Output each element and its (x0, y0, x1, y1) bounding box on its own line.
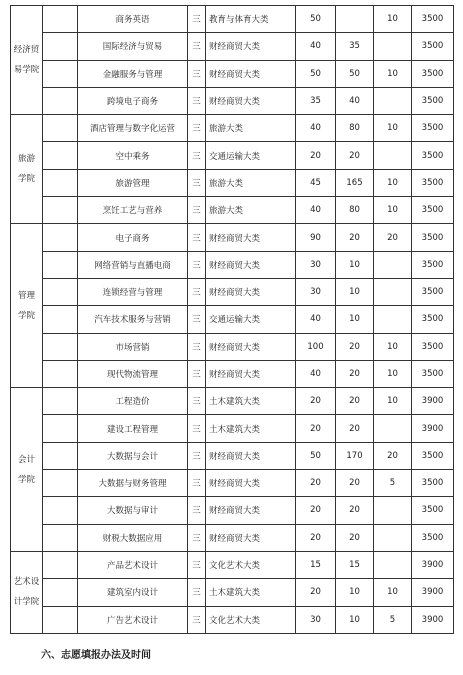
quota-c-cell: 10 (374, 6, 412, 33)
quota-a-cell: 20 (296, 524, 336, 551)
fee-cell: 3900 (412, 415, 454, 442)
education-level-cell: 三 (188, 606, 206, 633)
college-cell (11, 551, 43, 633)
quota-c-cell (374, 142, 412, 169)
code-cell (43, 360, 78, 387)
category-cell: 旅游大类 (206, 197, 296, 224)
quota-a-cell: 100 (296, 333, 336, 360)
education-level-cell: 三 (188, 470, 206, 497)
table-row (11, 60, 454, 87)
quota-c-cell (374, 33, 412, 60)
quota-b-cell: 15 (336, 551, 374, 578)
fee-cell: 3500 (412, 333, 454, 360)
quota-b-cell: 10 (336, 251, 374, 278)
quota-a-cell: 40 (296, 33, 336, 60)
table-row (11, 497, 454, 524)
education-level-cell: 三 (188, 551, 206, 578)
quota-b-cell: 80 (336, 197, 374, 224)
major-cell: 跨境电子商务 (78, 87, 188, 114)
code-cell (43, 251, 78, 278)
quota-c-cell: 10 (374, 388, 412, 415)
quota-c-cell (374, 551, 412, 578)
education-level-cell: 三 (188, 524, 206, 551)
quota-a-cell: 20 (296, 142, 336, 169)
table-row (11, 142, 454, 169)
quota-a-cell: 40 (296, 197, 336, 224)
category-cell: 财经商贸大类 (206, 224, 296, 251)
table-row (11, 306, 454, 333)
quota-b-cell: 20 (336, 415, 374, 442)
college-cell (11, 388, 43, 552)
quota-a-cell: 15 (296, 551, 336, 578)
fee-cell: 3500 (412, 470, 454, 497)
major-cell: 产品艺术设计 (78, 551, 188, 578)
category-cell: 土木建筑大类 (206, 415, 296, 442)
education-level-cell: 三 (188, 333, 206, 360)
fee-cell: 3500 (412, 442, 454, 469)
quota-b-cell: 50 (336, 60, 374, 87)
code-cell (43, 33, 78, 60)
quota-b-cell: 40 (336, 87, 374, 114)
quota-a-cell: 45 (296, 169, 336, 196)
code-cell (43, 6, 78, 33)
education-level-cell: 三 (188, 388, 206, 415)
education-level-cell: 三 (188, 360, 206, 387)
code-cell (43, 388, 78, 415)
quota-a-cell: 50 (296, 442, 336, 469)
table-row (11, 524, 454, 551)
college-name-line: 计学院 (13, 597, 40, 608)
quota-b-cell: 170 (336, 442, 374, 469)
quota-b-cell: 20 (336, 333, 374, 360)
category-cell: 教育与体育大类 (206, 6, 296, 33)
category-cell: 财经商贸大类 (206, 60, 296, 87)
major-cell: 旅游管理 (78, 169, 188, 196)
major-cell: 大数据与会计 (78, 442, 188, 469)
fee-cell: 3500 (412, 6, 454, 33)
quota-b-cell: 80 (336, 115, 374, 142)
quota-c-cell (374, 306, 412, 333)
table-row (11, 442, 454, 469)
quota-b-cell: 20 (336, 142, 374, 169)
college-name-line: 学院 (17, 474, 35, 485)
quota-c-cell (374, 251, 412, 278)
quota-c-cell: 5 (374, 606, 412, 633)
code-cell (43, 306, 78, 333)
college-name-line: 经济贸 (13, 45, 40, 56)
quota-a-cell: 50 (296, 60, 336, 87)
table-row (11, 6, 454, 33)
quota-a-cell: 40 (296, 115, 336, 142)
major-cell: 市场营销 (78, 333, 188, 360)
education-level-cell: 三 (188, 251, 206, 278)
quota-c-cell (374, 87, 412, 114)
table-row (11, 251, 454, 278)
college-name-line: 学院 (17, 174, 35, 185)
table-row (11, 360, 454, 387)
fee-cell: 3500 (412, 524, 454, 551)
code-cell (43, 579, 78, 606)
college-cell (11, 6, 43, 115)
category-cell: 交通运输大类 (206, 142, 296, 169)
code-cell (43, 497, 78, 524)
fee-cell: 3500 (412, 306, 454, 333)
quota-c-cell: 10 (374, 115, 412, 142)
code-cell (43, 115, 78, 142)
education-level-cell: 三 (188, 169, 206, 196)
fee-cell: 3500 (412, 142, 454, 169)
quota-b-cell: 165 (336, 169, 374, 196)
category-cell: 财经商贸大类 (206, 442, 296, 469)
quota-a-cell: 50 (296, 6, 336, 33)
category-cell: 旅游大类 (206, 115, 296, 142)
major-cell: 建设工程管理 (78, 415, 188, 442)
education-level-cell: 三 (188, 415, 206, 442)
college-name-line: 旅游 (17, 154, 35, 165)
quota-b-cell: 10 (336, 306, 374, 333)
category-cell: 交通运输大类 (206, 306, 296, 333)
education-level-cell: 三 (188, 579, 206, 606)
category-cell: 财经商贸大类 (206, 360, 296, 387)
table-row (11, 224, 454, 251)
major-cell: 烹饪工艺与营养 (78, 197, 188, 224)
code-cell (43, 278, 78, 305)
education-level-cell: 三 (188, 33, 206, 60)
quota-a-cell: 30 (296, 278, 336, 305)
quota-a-cell: 40 (296, 360, 336, 387)
quota-c-cell: 10 (374, 360, 412, 387)
table-body (11, 6, 454, 634)
category-cell: 财经商贸大类 (206, 278, 296, 305)
table-row (11, 115, 454, 142)
major-cell: 电子商务 (78, 224, 188, 251)
college-name-line: 会计 (17, 454, 35, 465)
fee-cell: 3500 (412, 87, 454, 114)
education-level-cell: 三 (188, 6, 206, 33)
table-row (11, 87, 454, 114)
quota-c-cell: 10 (374, 197, 412, 224)
education-level-cell: 三 (188, 197, 206, 224)
fee-cell: 3500 (412, 497, 454, 524)
major-cell: 网络营销与直播电商 (78, 251, 188, 278)
major-cell: 酒店管理与数字化运营 (78, 115, 188, 142)
section-heading: 六、志愿填报办法及时间 (41, 650, 151, 661)
table-row (11, 278, 454, 305)
quota-c-cell: 10 (374, 579, 412, 606)
education-level-cell: 三 (188, 60, 206, 87)
fee-cell: 3500 (412, 224, 454, 251)
fee-cell: 3500 (412, 33, 454, 60)
quota-c-cell: 10 (374, 333, 412, 360)
quota-c-cell: 10 (374, 60, 412, 87)
quota-a-cell: 90 (296, 224, 336, 251)
category-cell: 文化艺术大类 (206, 606, 296, 633)
quota-a-cell: 30 (296, 251, 336, 278)
major-cell: 金融服务与管理 (78, 60, 188, 87)
category-cell: 财经商贸大类 (206, 87, 296, 114)
fee-cell: 3500 (412, 169, 454, 196)
quota-b-cell: 10 (336, 278, 374, 305)
table-row (11, 388, 454, 415)
major-cell: 财税大数据应用 (78, 524, 188, 551)
quota-c-cell (374, 278, 412, 305)
fee-cell: 3900 (412, 606, 454, 633)
table-row (11, 333, 454, 360)
quota-a-cell: 20 (296, 579, 336, 606)
fee-cell: 3900 (412, 388, 454, 415)
major-cell: 汽车技术服务与营销 (78, 306, 188, 333)
major-cell: 商务英语 (78, 6, 188, 33)
category-cell: 财经商贸大类 (206, 251, 296, 278)
category-cell: 财经商贸大类 (206, 33, 296, 60)
education-level-cell: 三 (188, 278, 206, 305)
table-row (11, 551, 454, 578)
quota-b-cell: 20 (336, 470, 374, 497)
table-row (11, 579, 454, 606)
enrollment-plan-table (10, 5, 454, 634)
category-cell: 财经商贸大类 (206, 470, 296, 497)
quota-b-cell: 20 (336, 360, 374, 387)
quota-b-cell (336, 6, 374, 33)
table-row (11, 33, 454, 60)
table-row (11, 415, 454, 442)
code-cell (43, 142, 78, 169)
fee-cell: 3500 (412, 278, 454, 305)
code-cell (43, 333, 78, 360)
category-cell: 土木建筑大类 (206, 388, 296, 415)
college-name-line: 管理 (17, 290, 35, 301)
fee-cell: 3500 (412, 251, 454, 278)
category-cell: 土木建筑大类 (206, 579, 296, 606)
table-row (11, 197, 454, 224)
fee-cell: 3500 (412, 115, 454, 142)
category-cell: 财经商贸大类 (206, 497, 296, 524)
quota-c-cell: 5 (374, 470, 412, 497)
quota-c-cell (374, 497, 412, 524)
code-cell (43, 60, 78, 87)
fee-cell: 3500 (412, 197, 454, 224)
category-cell: 旅游大类 (206, 169, 296, 196)
code-cell (43, 442, 78, 469)
quota-a-cell: 40 (296, 306, 336, 333)
quota-a-cell: 30 (296, 606, 336, 633)
major-cell: 空中乘务 (78, 142, 188, 169)
quota-c-cell (374, 415, 412, 442)
education-level-cell: 三 (188, 497, 206, 524)
fee-cell: 3900 (412, 579, 454, 606)
quota-b-cell: 20 (336, 524, 374, 551)
quota-b-cell: 35 (336, 33, 374, 60)
quota-a-cell: 20 (296, 470, 336, 497)
education-level-cell: 三 (188, 306, 206, 333)
code-cell (43, 415, 78, 442)
code-cell (43, 551, 78, 578)
code-cell (43, 224, 78, 251)
college-cell (11, 224, 43, 388)
code-cell (43, 197, 78, 224)
code-cell (43, 524, 78, 551)
fee-cell: 3900 (412, 551, 454, 578)
education-level-cell: 三 (188, 142, 206, 169)
major-cell: 国际经济与贸易 (78, 33, 188, 60)
college-name-line: 易学院 (13, 65, 40, 76)
fee-cell: 3500 (412, 360, 454, 387)
code-cell (43, 470, 78, 497)
major-cell: 现代物流管理 (78, 360, 188, 387)
table-row (11, 470, 454, 497)
major-cell: 大数据与财务管理 (78, 470, 188, 497)
college-cell (11, 115, 43, 224)
major-cell: 连锁经营与管理 (78, 278, 188, 305)
code-cell (43, 87, 78, 114)
quota-b-cell: 10 (336, 579, 374, 606)
table-row (11, 169, 454, 196)
category-cell: 文化艺术大类 (206, 551, 296, 578)
major-cell: 建筑室内设计 (78, 579, 188, 606)
quota-b-cell: 20 (336, 224, 374, 251)
category-cell: 财经商贸大类 (206, 333, 296, 360)
quota-a-cell: 20 (296, 497, 336, 524)
quota-b-cell: 10 (336, 606, 374, 633)
quota-c-cell: 10 (374, 169, 412, 196)
quota-c-cell: 20 (374, 442, 412, 469)
quota-b-cell: 20 (336, 497, 374, 524)
college-name-line: 艺术设 (13, 577, 40, 588)
fee-cell: 3500 (412, 60, 454, 87)
code-cell (43, 606, 78, 633)
quota-a-cell: 35 (296, 87, 336, 114)
major-cell: 广告艺术设计 (78, 606, 188, 633)
major-cell: 大数据与审计 (78, 497, 188, 524)
quota-c-cell (374, 524, 412, 551)
education-level-cell: 三 (188, 224, 206, 251)
quota-b-cell: 20 (336, 388, 374, 415)
quota-a-cell: 20 (296, 415, 336, 442)
table-row (11, 606, 454, 633)
major-cell: 工程造价 (78, 388, 188, 415)
education-level-cell: 三 (188, 87, 206, 114)
education-level-cell: 三 (188, 115, 206, 142)
category-cell: 财经商贸大类 (206, 524, 296, 551)
code-cell (43, 169, 78, 196)
quota-a-cell: 20 (296, 388, 336, 415)
education-level-cell: 三 (188, 442, 206, 469)
quota-c-cell: 20 (374, 224, 412, 251)
college-name-line: 学院 (17, 310, 35, 321)
